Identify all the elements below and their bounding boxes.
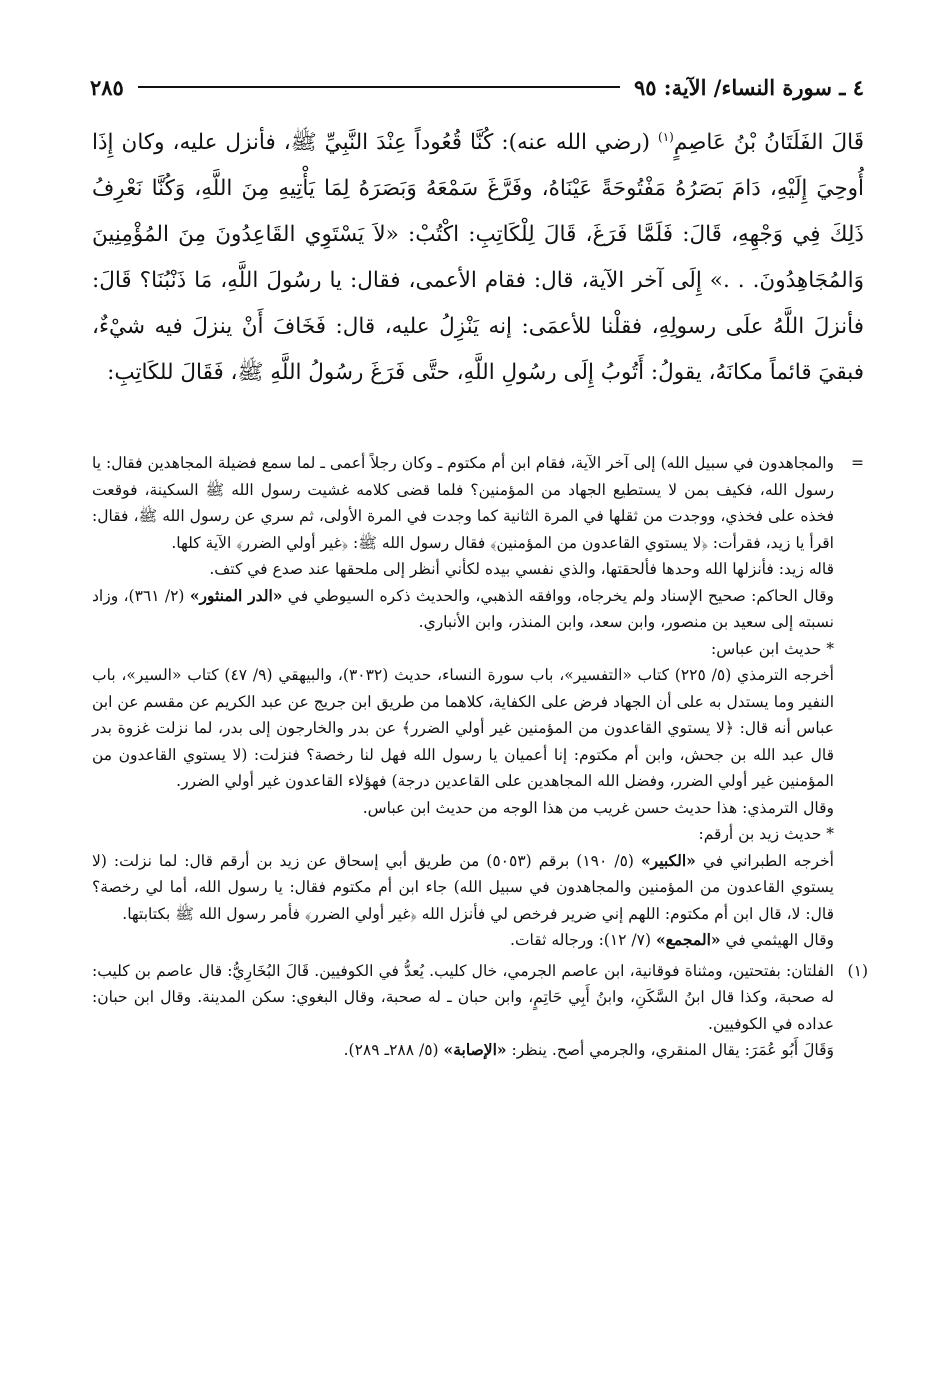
note-paragraph: وقال الحاكم: صحيح الإسناد ولم يخرجاه، ووافقه الذهبي، والحديث ذكره السيوطي في «الدر المنثور» (٢/ ٣٦١)، وزاد نسبته إلى سعيد بن منصور، وابن سعد، وابن المنذر، وابن الأنباري. — [92, 585, 835, 631]
running-header — [90, 70, 864, 104]
main-text — [92, 120, 864, 396]
footnotes — [92, 450, 868, 1064]
continuation-marker: = — [851, 454, 864, 472]
header-rule — [138, 86, 620, 88]
footnote-marker: (١) — [847, 961, 868, 980]
note-paragraph: الفلتان: بفتحتين، ومثناة فوقانية، ابن عاصم الجرمي، خال كليب. يُعدُّ في الكوفيين. قَالَ البُخَارِيُّ: قال عاصم بن كليب: له صحبة، وكذا قال ابنُ السَّكَنِ، وابنُ أَبِي حَاتِمٍ، وابن حبان ـ له صحبة، وقال البغوي: سكن المدينة. وقال ابن حبان: عداده في الكوفيين. — [92, 961, 834, 1033]
main-paragraph — [92, 120, 864, 396]
footnote-1 — [92, 958, 868, 1064]
surah-title: ٤ ـ سورة النساء/ الآية: ٩٥ — [633, 74, 864, 100]
section-heading: * حديث ابن عباس: — [711, 639, 834, 658]
footnote-ref[interactable]: (١) — [658, 129, 674, 144]
note-paragraph: وَقَالَ أَبُو عُمَرَ: يقال المنقري، والجرمي أصح. ينظر: «الإصابة» (٥/ ٢٨٨ـ ٢٨٩). — [343, 1040, 834, 1059]
note-paragraph: أخرجه الطبراني في «الكبير» (٥/ ١٩٠) برقم (٥٠٥٣) من طريق أبي إسحاق عن زيد بن أرقم قال: لما نزلت: (لا يستوي القاعدون من المؤمنين والمجاهدون في سبيل الله) جاء ابن أم مكتوم فقال: يا رسول الله، أما لي رخصة؟ قال: لا، قال ابن أم مكتوم: اللهم إني ضرير فرخص لي فأنزل الله ﴿غير أولي الضرر﴾ فأمر رسول الله ﷺ بكتابتها. — [92, 850, 834, 923]
continued-note — [92, 450, 864, 954]
main-text-body: (رضي الله عنه): كُنَّا قُعُوداً عِنْدَ النَّبِيِّ ﷺ، فأنزل عليه، وكان إِذَا أُوحِيَ إِلَيْهِ، دَامَ بَصَرُهُ مَفْتُوحَةً عَيْنَاهُ، وفَرَّغَ سَمْعَهُ وَبَصَرَهُ لِمَا يَأْتِيهِ مِنَ اللَّهِ، وَكُنَّا نَعْرِفُ ذَلِكَ فِي وَجْهِهِ، قَالَ: فَلَمَّا فَرَغَ، قَالَ لِلْكَاتِبِ: اكْتُبْ: «لاَ يَسْتَوِي القَاعِدُونَ مِنَ المُؤْمِنِينَ وَالمُجَاهِدُونَ. . .» إِلَى آخر الآية، قال: فقام الأعمى، فقال: يا رسُولَ اللَّهِ، مَا ذَنْبُنَا؟ قَالَ: فأنزلَ اللَّهُ علَى رسولِهِ، فقلْنا للأعمَى: إنه يَنْزِلُ عليه، قال: فَخَافَ أَنْ ينزلَ فيه شيْءٌ، فبقيَ قائماً مكانَهُ، يقولُ: أَتُوبُ إِلَى رسُولِ اللَّهِ، حتَّى فَرَغَ رسُولُ اللَّهِ ﷺ، فَقَالَ للكَاتِبِ: — [92, 130, 864, 385]
note-paragraph: قاله زيد: فأنزلها الله وحدها فألحقتها، والذي نفسي بيده لكأني أنظر إلى ملحقها عند صدع في كتف. — [209, 560, 834, 578]
note-paragraph: أخرجه الترمذي (٥/ ٢٢٥) كتاب «التفسير»، باب سورة النساء، حديث (٣٠٣٢)، والبيهقي (٩/ ٤٧) كتاب «السير»، باب النفير وما يستدل به على أن الجهاد فرض على الكفاية، كلاهما من طريق ابن جريج عن عبد الكريم عن مقسم عن ابن عباس أنه قال: ﴿لا يستوي القاعدون من المؤمنين غير أولي الضرر﴾ عن بدر والخارجون إلى بدر، لما نزلت غزوة بدر قال عبد الله بن جحش، وابن أم مكتوم: إنا أعميان يا رسول الله فهل لنا رخصة؟ فنزلت: (لا يستوي القاعدون من المؤمنين غير أولي الضرر، وفضل الله المجاهدين على القاعدين درجة) فهؤلاء القاعدون غير أولي الضرر. — [92, 666, 834, 790]
main-text-opening: قَالَ الفَلَتَانُ بْنُ عَاصِمٍ — [673, 130, 864, 155]
page-number: ٢٨٥ — [90, 74, 124, 100]
note-paragraph: والمجاهدون في سبيل الله) إلى آخر الآية، فقام ابن أم مكتوم ـ وكان رجلاً أعمى ـ لما سمع فضيلة المجاهدين فقال: يا رسول الله، فكيف بمن لا يستطيع الجهاد من المؤمنين؟ فلما قضى كلامه غشيت رسول الله ﷺ السكينة، فوقعت فخذه على فخذي، ووجدت من ثقلها في المرة الثانية كما وجدت في المرة الأولى، ثم سري عن رسول الله ﷺ، فقال: اقرأ يا زيد، فقرأت: ﴿لا يستوي القاعدون من المؤمنين﴾ فقال رسول الله ﷺ: ﴿غير أولي الضرر﴾ الآية كلها. — [92, 454, 834, 552]
section-heading: * حديث زيد بن أرقم: — [698, 825, 834, 843]
note-paragraph: وقال الهيثمي في «المجمع» (٧/ ١٢): ورجاله ثقات. — [510, 930, 834, 949]
note-paragraph: وقال الترمذي: هذا حديث حسن غريب من هذا الوجه من حديث ابن عباس. — [362, 798, 834, 817]
